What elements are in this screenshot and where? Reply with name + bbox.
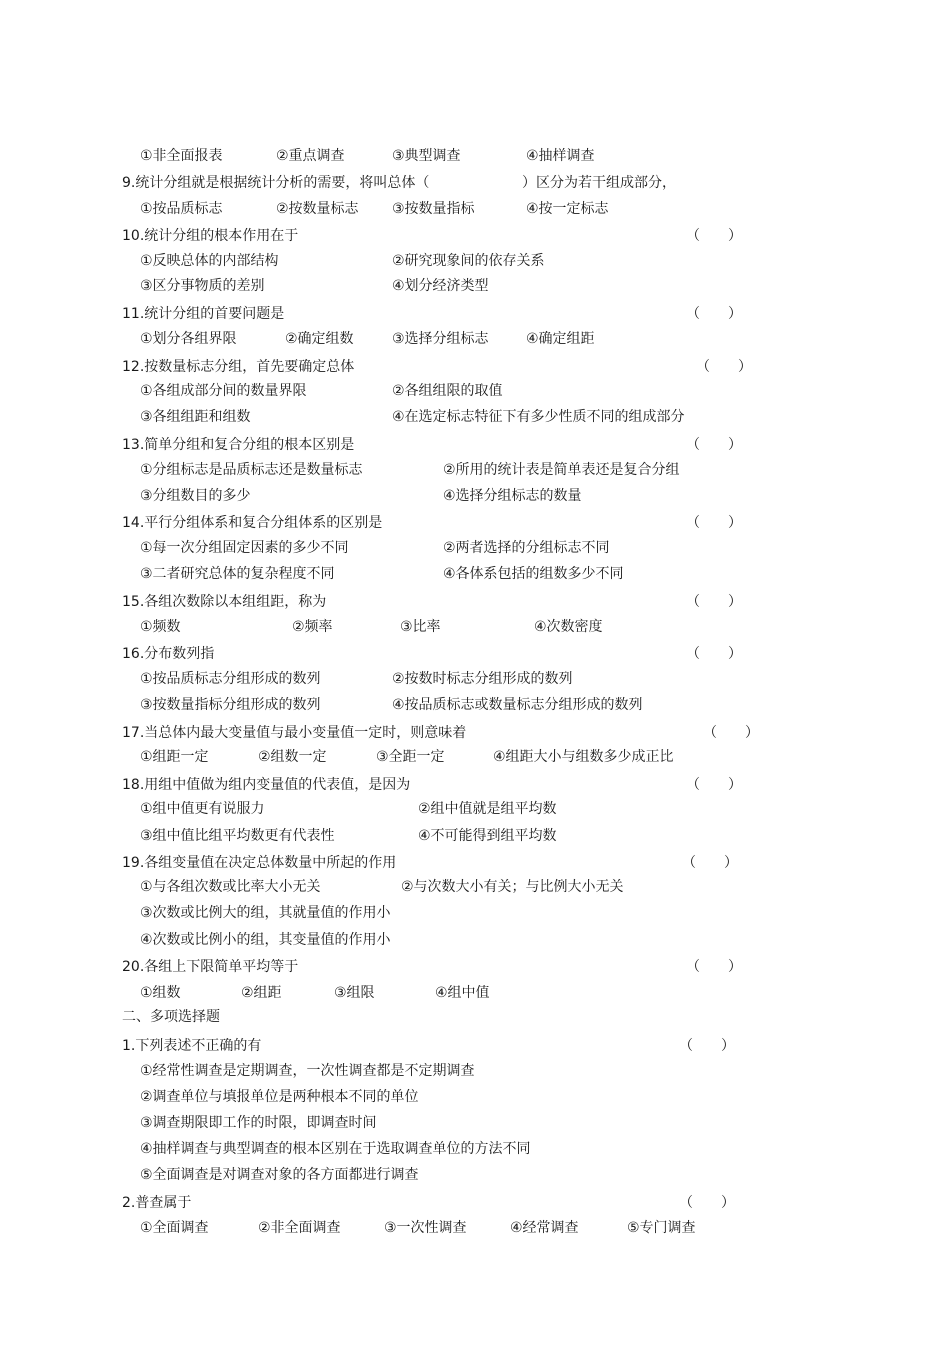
m2-option-5: ⑤专门调查: [627, 1220, 696, 1236]
m1-option-2: ②调查单位与填报单位是两种根本不同的单位: [140, 1089, 419, 1105]
q14-option-2: ②两者选择的分组标志不同: [443, 540, 610, 556]
q11-answer-paren: （ ）: [686, 306, 742, 322]
q9-option-4: ④按一定标志: [526, 201, 609, 217]
q11-option-2: ②确定组数: [285, 331, 354, 347]
q14-stem: 14.平行分组体系和复合分组体系的区别是: [122, 515, 383, 531]
q16-answer-paren: （ ）: [686, 646, 742, 662]
q12-answer-paren: （ ）: [696, 359, 752, 375]
q8-option-3: ③典型调查: [392, 148, 461, 164]
q20-stem: 20.各组上下限简单平均等于: [122, 959, 299, 975]
q10-option-2: ②研究现象间的依存关系: [392, 253, 545, 269]
q9-stem: 9.统计分组就是根据统计分析的需要，将叫总体（: [122, 175, 430, 191]
q9-stem-end: ）区分为若干组成部分，: [522, 175, 676, 191]
q10-answer-paren: （ ）: [686, 228, 742, 244]
section-heading-multiple-choice: 二、多项选择题: [122, 1009, 220, 1025]
q18-option-1: ①组中值更有说服力: [140, 801, 265, 817]
m2-option-3: ③一次性调查: [384, 1220, 467, 1236]
m2-option-4: ④经常调查: [510, 1220, 579, 1236]
q11-option-1: ①划分各组界限: [140, 331, 237, 347]
m2-option-2: ②非全面调查: [258, 1220, 341, 1236]
q16-option-2: ②按数时标志分组形成的数列: [392, 671, 573, 687]
q9-option-2: ②按数量标志: [276, 201, 359, 217]
q8-option-2: ②重点调查: [276, 148, 345, 164]
q13-option-2: ②所用的统计表是简单表还是复合分组: [443, 462, 680, 478]
q17-option-1: ①组距一定: [140, 749, 209, 765]
q15-option-2: ②频率: [292, 619, 333, 635]
q17-option-4: ④组距大小与组数多少成正比: [493, 749, 674, 765]
q9-option-3: ③按数量指标: [392, 201, 475, 217]
q17-answer-paren: （ ）: [703, 725, 759, 741]
q20-option-2: ②组距: [241, 985, 282, 1001]
m1-option-5: ⑤全面调查是对调查对象的各方面都进行调查: [140, 1167, 419, 1183]
q13-option-1: ①分组标志是品质标志还是数量标志: [140, 462, 363, 478]
q12-option-4: ④在选定标志特征下有多少性质不同的组成部分: [392, 409, 685, 425]
q15-option-1: ①频数: [140, 619, 181, 635]
q12-option-2: ②各组组限的取值: [392, 383, 503, 399]
q16-stem: 16.分布数列指: [122, 646, 215, 662]
q13-option-3: ③分组数目的多少: [140, 488, 251, 504]
q12-option-3: ③各组组距和组数: [140, 409, 251, 425]
q17-option-2: ②组数一定: [258, 749, 327, 765]
q16-option-1: ①按品质标志分组形成的数列: [140, 671, 321, 687]
q12-stem: 12.按数量标志分组，首先要确定总体: [122, 359, 355, 375]
q11-option-4: ④确定组距: [526, 331, 595, 347]
q14-option-4: ④各体系包括的组数多少不同: [443, 566, 624, 582]
q15-answer-paren: （ ）: [686, 594, 742, 610]
q20-option-1: ①组数: [140, 985, 181, 1001]
q16-option-4: ④按品质标志或数量标志分组形成的数列: [392, 697, 643, 713]
q10-option-1: ①反映总体的内部结构: [140, 253, 279, 269]
q19-option-3: ③次数或比例大的组，其就量值的作用小: [140, 905, 391, 921]
q10-stem: 10.统计分组的根本作用在于: [122, 228, 299, 244]
q16-option-3: ③按数量指标分组形成的数列: [140, 697, 321, 713]
q13-option-4: ④选择分组标志的数量: [443, 488, 582, 504]
q13-answer-paren: （ ）: [686, 437, 742, 453]
m1-option-4: ④抽样调查与典型调查的根本区别在于选取调查单位的方法不同: [140, 1141, 531, 1157]
q15-option-4: ④次数密度: [534, 619, 603, 635]
q18-option-2: ②组中值就是组平均数: [418, 801, 557, 817]
q18-answer-paren: （ ）: [686, 777, 742, 793]
q11-option-3: ③选择分组标志: [392, 331, 489, 347]
q19-option-1: ①与各组次数或比率大小无关: [140, 879, 321, 895]
q15-stem: 15.各组次数除以本组组距，称为: [122, 594, 327, 610]
q20-option-3: ③组限: [334, 985, 375, 1001]
q14-option-1: ①每一次分组固定因素的多少不同: [140, 540, 349, 556]
m2-option-1: ①全面调查: [140, 1220, 209, 1236]
q10-option-3: ③区分事物质的差别: [140, 278, 265, 294]
m2-answer-paren: （ ）: [679, 1195, 735, 1211]
m1-answer-paren: （ ）: [679, 1038, 735, 1054]
q19-option-4: ④次数或比例小的组，其变量值的作用小: [140, 932, 391, 948]
q17-option-3: ③全距一定: [376, 749, 445, 765]
q11-stem: 11.统计分组的首要问题是: [122, 306, 285, 322]
q19-answer-paren: （ ）: [682, 855, 738, 871]
q17-stem: 17.当总体内最大变量值与最小变量值一定时，则意味着: [122, 725, 467, 741]
q15-option-3: ③比率: [400, 619, 441, 635]
q14-answer-paren: （ ）: [686, 515, 742, 531]
q12-option-1: ①各组成部分间的数量界限: [140, 383, 307, 399]
q8-option-4: ④抽样调查: [526, 148, 595, 164]
m1-option-1: ①经常性调查是定期调查，一次性调查都是不定期调查: [140, 1063, 475, 1079]
q20-option-4: ④组中值: [435, 985, 490, 1001]
q20-answer-paren: （ ）: [686, 959, 742, 975]
q9-option-1: ①按品质标志: [140, 201, 223, 217]
q14-option-3: ③二者研究总体的复杂程度不同: [140, 566, 335, 582]
q18-option-3: ③组中值比组平均数更有代表性: [140, 828, 335, 844]
q8-option-1: ①非全面报表: [140, 148, 223, 164]
q18-option-4: ④不可能得到组平均数: [418, 828, 557, 844]
m2-stem: 2.普查属于: [122, 1195, 192, 1211]
q19-option-2: ②与次数大小有关；与比例大小无关: [401, 879, 624, 895]
q13-stem: 13.简单分组和复合分组的根本区别是: [122, 437, 355, 453]
m1-option-3: ③调查期限即工作的时限，即调查时间: [140, 1115, 377, 1131]
q19-stem: 19.各组变量值在决定总体数量中所起的作用: [122, 855, 397, 871]
q18-stem: 18.用组中值做为组内变量值的代表值，是因为: [122, 777, 411, 793]
m1-stem: 1.下列表述不正确的有: [122, 1038, 262, 1054]
q10-option-4: ④划分经济类型: [392, 278, 489, 294]
